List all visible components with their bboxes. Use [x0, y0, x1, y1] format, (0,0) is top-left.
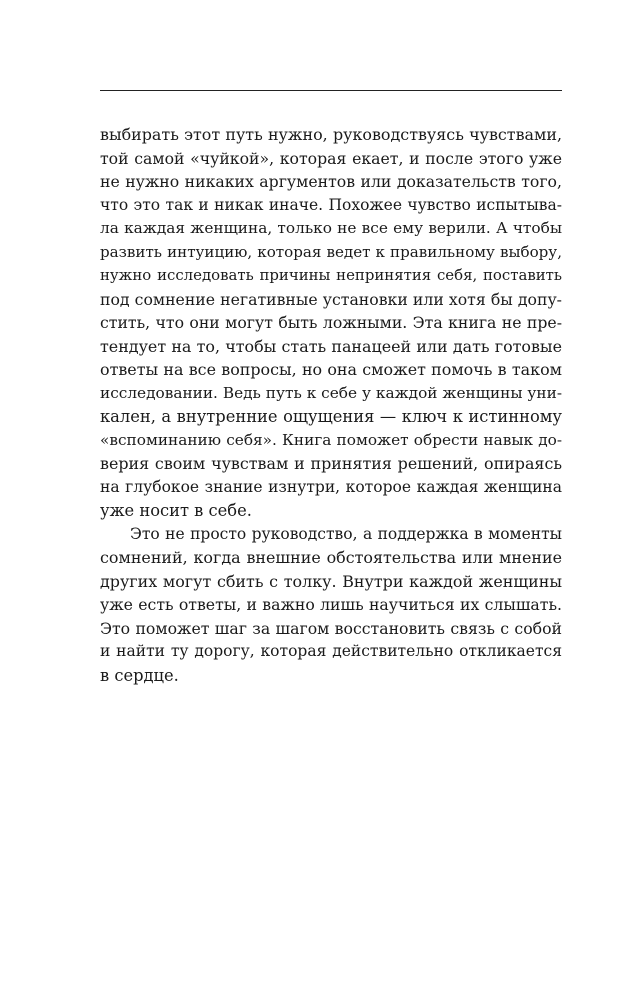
text-line: что это так и никак иначе. Похожее чувство испытыва- — [100, 195, 562, 214]
text-line: развить интуицию, которая ведет к правильному выбору, — [100, 242, 562, 261]
text-line: исследовании. Ведь путь к себе у каждой женщины уни- — [100, 383, 562, 402]
paragraph-2 — [100, 523, 562, 688]
text-line: в сердце. — [100, 665, 179, 685]
text-line: кален, а внутренние ощущения — ключ к истинному — [100, 407, 562, 426]
text-line: тендует на то, чтобы стать панацеей или дать готовые — [100, 336, 562, 356]
text-line: нужно исследовать причины непринятия себя, поставить — [100, 266, 562, 284]
text-line: верия своим чувствам и принятия решений, опираясь — [100, 454, 562, 473]
text-line: той самой «чуйкой», которая екает, и после этого уже — [100, 148, 562, 168]
text-line: Это поможет шаг за шагом восстановить связь с собой — [100, 618, 562, 638]
text-line: ответы на все вопросы, но она сможет помочь в таком — [100, 360, 562, 379]
text-line: ла каждая женщина, только не все ему верили. А чтобы — [100, 219, 562, 237]
text-line: на глубокое знание изнутри, которое каждая женщина — [100, 477, 562, 496]
text-line: стить, что они могут быть ложными. Эта книга не пре- — [100, 313, 562, 332]
page-body — [100, 123, 562, 687]
text-line: не нужно никаких аргументов или доказательств того, — [100, 172, 562, 191]
text-line: Это не просто руководство, а поддержка в моменты — [130, 524, 562, 543]
text-line: сомнений, когда внешние обстоятельства или мнение — [100, 548, 562, 567]
text-line: «вспоминанию себя». Книга поможет обрести навык до- — [100, 430, 562, 449]
text-line: других могут сбить с толку. Внутри каждой женщины — [100, 571, 562, 591]
text-line: и найти ту дорогу, которая действительно откликается — [100, 642, 562, 660]
header-rule — [100, 90, 562, 91]
text-line: под сомнение негативные установки или хотя бы допу- — [100, 289, 562, 309]
text-line: уже есть ответы, и важно лишь научиться их слышать. — [100, 595, 562, 614]
text-line: выбирать этот путь нужно, руководствуясь чувствами, — [100, 125, 562, 144]
text-line: уже носит в себе. — [100, 501, 252, 520]
paragraph-1 — [100, 123, 562, 523]
